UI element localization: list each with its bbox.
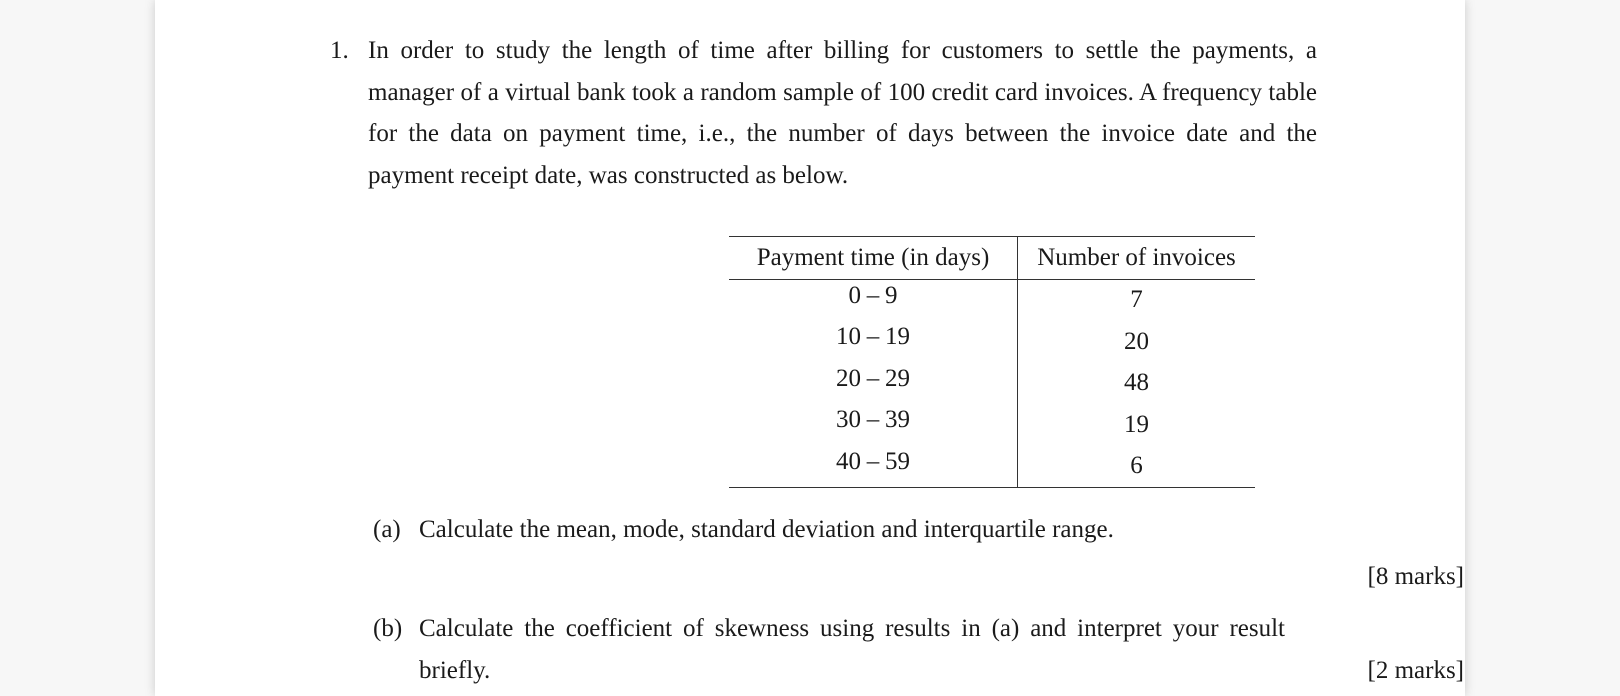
part-a-marks: [8 marks] bbox=[1367, 563, 1464, 590]
document-page bbox=[155, 0, 1465, 696]
table-row bbox=[729, 446, 1255, 488]
range-dash: – bbox=[866, 364, 880, 392]
table-row bbox=[729, 279, 1255, 321]
table-row bbox=[729, 321, 1255, 363]
part-a bbox=[373, 509, 1464, 599]
payment-time-cell bbox=[729, 404, 1018, 446]
question-number: 1. bbox=[330, 37, 349, 64]
question-text: In order to study the length of time after billing for customers to settle the payments, a manager of a virtual bank took a random sample of 100 credit card invoices. A frequency table for the data on payment time, i.e., the number of days between the invoice date and the payment receipt date, was constructed as below. bbox=[368, 37, 1317, 189]
payment-time-cell bbox=[729, 446, 1018, 488]
range-from: 0 bbox=[848, 281, 861, 309]
range-dash: – bbox=[866, 406, 880, 434]
invoice-count-cell: 7 bbox=[1130, 286, 1143, 314]
invoice-count-cell: 48 bbox=[1124, 369, 1149, 397]
range-dash: – bbox=[866, 281, 880, 309]
part-a-label: (a) bbox=[373, 516, 401, 543]
payment-time-cell bbox=[729, 279, 1018, 321]
range-dash: – bbox=[866, 323, 880, 351]
payment-time-cell bbox=[729, 363, 1018, 405]
table-header-row bbox=[729, 237, 1255, 280]
range-dash: – bbox=[866, 447, 880, 475]
range-from: 10 bbox=[836, 323, 861, 351]
header-number-of-invoices: Number of invoices bbox=[1037, 243, 1236, 271]
range-to: 9 bbox=[885, 281, 898, 309]
part-b-label: (b) bbox=[373, 615, 403, 642]
range-to: 29 bbox=[885, 364, 910, 392]
range-from: 20 bbox=[836, 364, 861, 392]
table-row bbox=[729, 363, 1255, 405]
header-payment-time: Payment time (in days) bbox=[729, 237, 1018, 280]
table-row bbox=[729, 404, 1255, 446]
range-to: 59 bbox=[885, 447, 910, 475]
part-a-text: Calculate the mean, mode, standard deviation and interquartile range. bbox=[419, 516, 1114, 543]
frequency-table bbox=[729, 236, 1255, 488]
invoice-count-cell: 19 bbox=[1124, 410, 1149, 438]
part-b-text: Calculate the coefficient of skewness using results in (a) and interpret your result briefly. bbox=[419, 615, 1285, 684]
range-from: 30 bbox=[836, 406, 861, 434]
part-b bbox=[373, 608, 1464, 696]
range-from: 40 bbox=[836, 447, 861, 475]
range-to: 19 bbox=[885, 323, 910, 351]
invoice-count-cell: 20 bbox=[1124, 327, 1149, 355]
range-to: 39 bbox=[885, 406, 910, 434]
part-b-marks: [2 marks] bbox=[1367, 656, 1464, 684]
invoice-count-cell: 6 bbox=[1130, 452, 1143, 480]
payment-time-cell bbox=[729, 321, 1018, 363]
